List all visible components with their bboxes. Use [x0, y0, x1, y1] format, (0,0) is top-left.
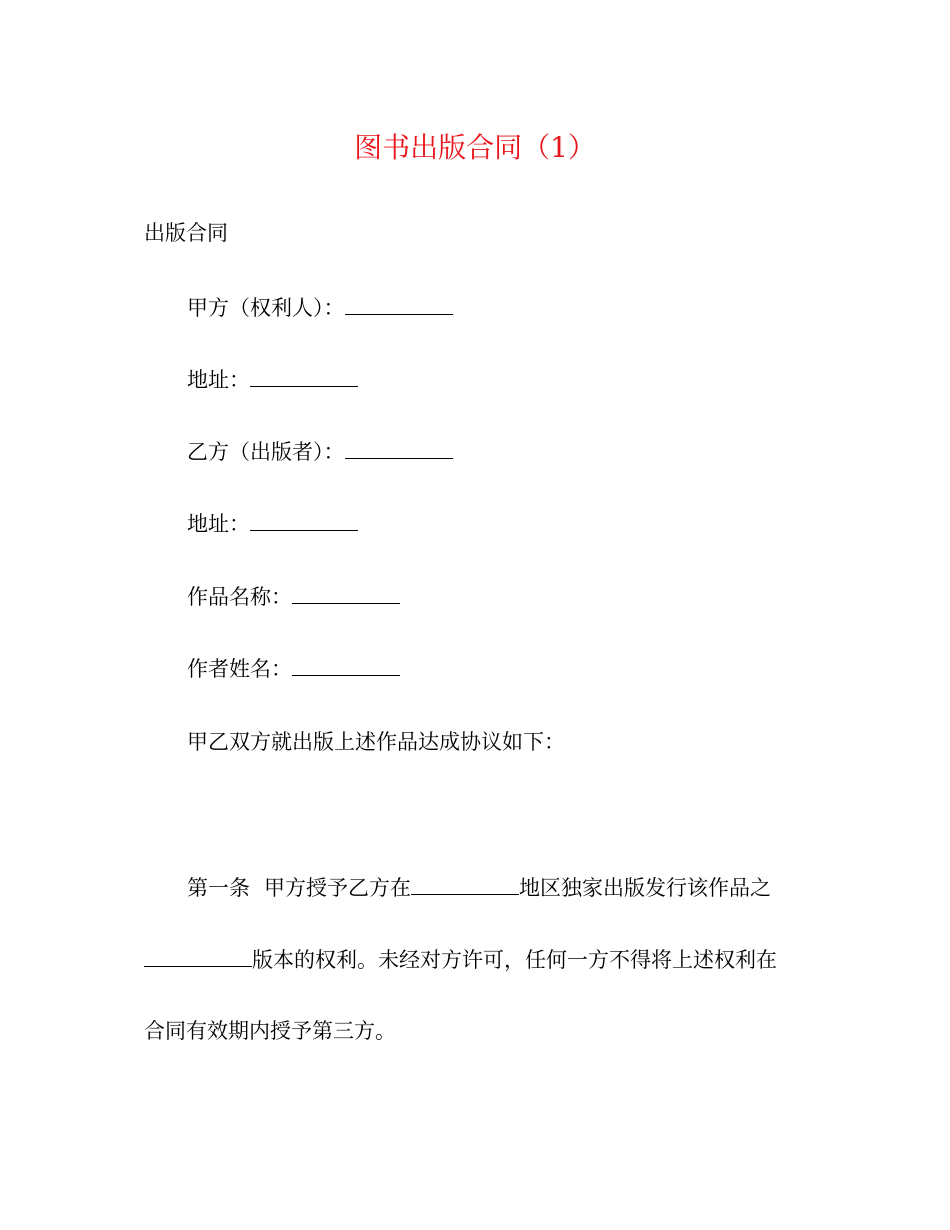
- author-name-blank: [292, 653, 400, 676]
- article1-heading: 第一条: [187, 876, 250, 900]
- article1-line1: [187, 872, 771, 903]
- contract-heading: 出版合同: [144, 221, 228, 245]
- document-title: 图书出版合同（1）: [354, 131, 596, 164]
- party-a-line: [187, 292, 453, 323]
- party-a-blank: [345, 292, 453, 315]
- article1-part1: 甲方授予乙方在: [264, 876, 411, 900]
- address-a-blank: [250, 364, 358, 387]
- address-a-line: [187, 364, 358, 395]
- article1-line2: [144, 944, 777, 975]
- address-b-line: [187, 508, 358, 539]
- address-b-blank: [250, 508, 358, 531]
- author-name-line: [187, 653, 400, 684]
- work-title-blank: [292, 581, 400, 604]
- address-a-label: 地址：: [187, 368, 250, 392]
- edition-blank: [144, 944, 252, 967]
- region-blank: [411, 872, 519, 895]
- address-b-label: 地址：: [187, 512, 250, 536]
- agreement-intro: 甲乙双方就出版上述作品达成协议如下：: [187, 730, 565, 754]
- party-a-label: 甲方（权利人）：: [187, 296, 345, 320]
- article1-part3: 版本的权利。未经对方许可，任何一方不得将上述权利在: [252, 948, 777, 972]
- article1-line3: 合同有效期内授予第三方。: [144, 1019, 396, 1043]
- work-title-line: [187, 581, 400, 612]
- party-b-label: 乙方（出版者）：: [187, 440, 345, 464]
- work-title-label: 作品名称：: [187, 585, 292, 609]
- party-b-blank: [345, 436, 453, 459]
- author-name-label: 作者姓名：: [187, 657, 292, 681]
- article1-part2: 地区独家出版发行该作品之: [519, 876, 771, 900]
- party-b-line: [187, 436, 453, 467]
